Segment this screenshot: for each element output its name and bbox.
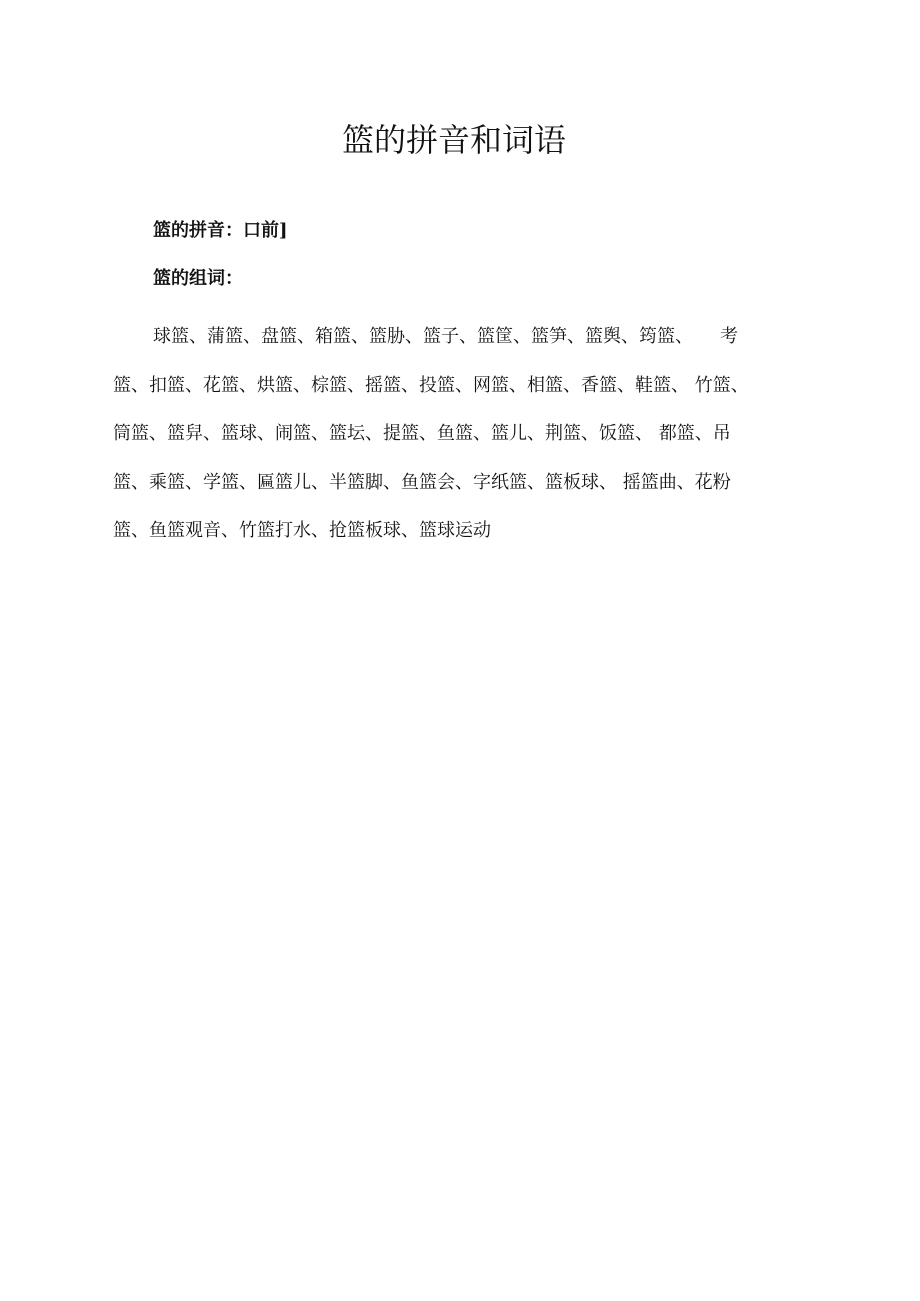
document-title: 篮的拼音和词语 bbox=[341, 121, 566, 159]
pinyin-line bbox=[153, 218, 288, 244]
words-line: 篮、鱼篮观音、竹篮打水、抢篮板球、篮球运动 bbox=[113, 520, 491, 541]
words-line: 篮、乘篮、学篮、匾篮儿、半篮脚、鱼篮会、字纸篮、篮板球、 摇篮曲、花粉 bbox=[113, 471, 731, 493]
words-line: 筒篮、篮舁、篮球、闹篮、篮坛、提篮、鱼篮、篮儿、荆篮、饭篮、 都篮、吊 bbox=[113, 423, 731, 444]
words-line: 球篮、蒲篮、盘篮、箱篮、篮胁、篮子、篮筐、篮笋、篮舆、筠篮、 考 bbox=[153, 326, 738, 347]
words-paragraph bbox=[113, 313, 811, 556]
words-heading: 篮的组词： bbox=[153, 268, 243, 289]
pinyin-label: 篮的拼音： bbox=[153, 220, 243, 241]
words-line: 篮、扣篮、花篮、烘篮、棕篮、摇篮、投篮、网篮、相篮、香篮、鞋篮、 竹篮、 bbox=[113, 374, 749, 396]
pinyin-value: 口前] bbox=[243, 220, 288, 241]
